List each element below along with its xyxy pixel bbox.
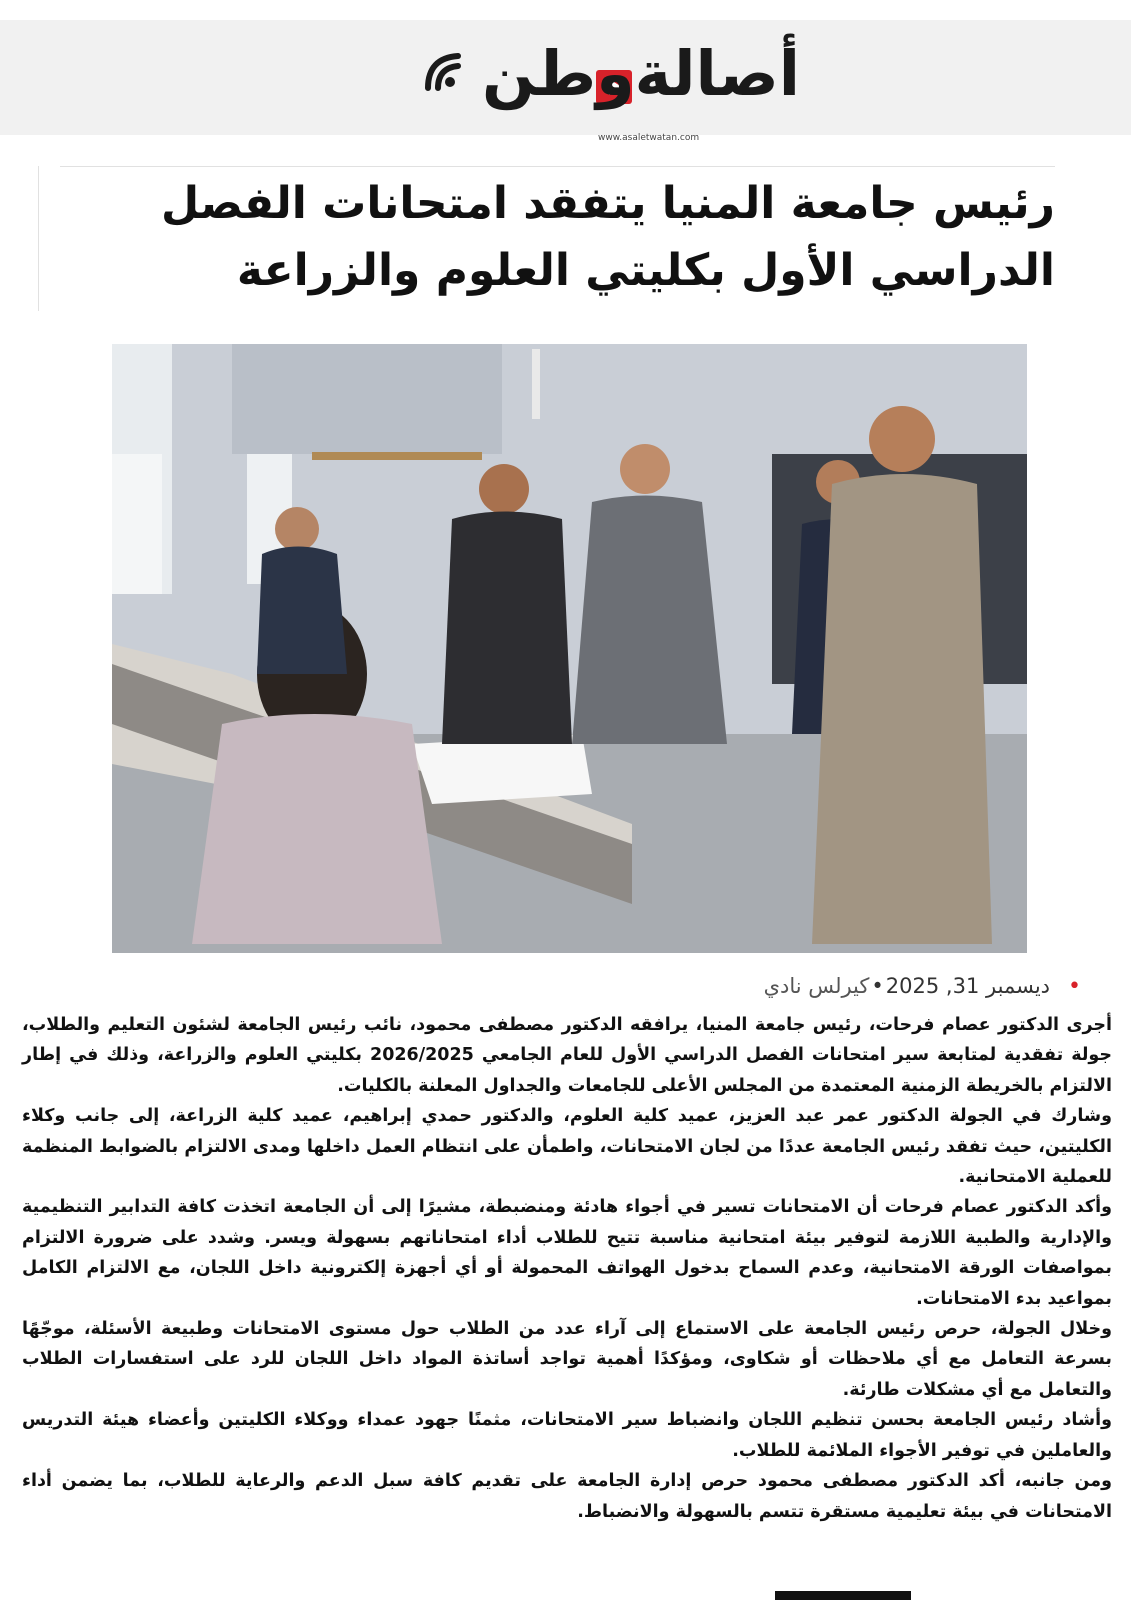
- headline-side-border: [38, 166, 39, 311]
- article-meta: [764, 972, 1081, 1000]
- article-date: ديسمبر 31, 2025: [885, 974, 1051, 998]
- logo-wordmark: أصالةوطن: [481, 37, 800, 110]
- article-paragraph: وأشاد رئيس الجامعة بحسن تنظيم اللجان وانضباط سير الامتحانات، مثمنًا جهود عمداء ووكلاء الكليتين وأعضاء هيئة التدريس والعاملين في توفير الأجواء الملائمة للطلاب.: [22, 1410, 1112, 1461]
- footer-bar: [775, 1591, 911, 1600]
- article-paragraph: وخلال الجولة، حرص رئيس الجامعة على الاستماع إلى آراء عدد من الطلاب حول مستوى الامتحانات وطبيعة الأسئلة، موجّهًا بسرعة التعامل مع أي ملاحظات أو شكاوى، ومؤكدًا أهمية تواجد أساتذة المواد داخل اللجان للرد على استفسارات الطلاب والتعامل مع أي مشكلات طارئة.: [22, 1319, 1112, 1400]
- article-paragraph: وأكد الدكتور عصام فرحات أن الامتحانات تسير في أجواء هادئة ومنضبطة، مشيرًا إلى أن الجامعة اتخذت كافة التدابير التنظيمية والإدارية والطبية اللازمة لتوفير بيئة امتحانية مناسبة تتيح للطلاب أداء امتحاناتهم بسهولة ويسر. وشدد على ضرورة الالتزام بمواصفات الورقة الامتحانية، وعدم السماح بدخول الهواتف المحمولة أو أي أجهزة إلكترونية داخل اللجان، مع الالتزام الكامل بمواعيد بدء الامتحانات.: [22, 1197, 1112, 1309]
- article-paragraph: أجرى الدكتور عصام فرحات، رئيس جامعة المنيا، يرافقه الدكتور مصطفى محمود، نائب رئيس الجامعة لشئون التعليم والطلاب، جولة تفقدية لمتابعة سير امتحانات الفصل الدراسي الأول للعام الجامعي 2026/2025 بكليتي العلوم والزراعة، وذلك في إطار الالتزام بالخريطة الزمنية المعتمدة من المجلس الأعلى للجامعات والجداول المعلنة بالكليات.: [22, 1015, 1113, 1096]
- article-title: رئيس جامعة المنيا يتفقد امتحانات الفصل الدراسي الأول بكليتي العلوم والزراعة: [160, 178, 1055, 296]
- article-author[interactable]: كيرلس نادي: [763, 974, 870, 998]
- article-paragraph: وشارك في الجولة الدكتور عمر عبد العزيز، عميد كلية العلوم، والدكتور حمدي إبراهيم، عميد كلية الزراعة، إلى جانب وكلاء الكليتين، حيث تفقد رئيس الجامعة عددًا من لجان الامتحانات، واطمأن على انتظام العمل داخلها ومدى الالتزام بالضوابط المنظمة للعملية الامتحانية.: [22, 1106, 1112, 1188]
- article-body: [22, 1010, 1112, 1527]
- masthead: [0, 20, 1131, 143]
- broadcast-waves-icon: [418, 44, 478, 104]
- logo-url: www.asaletwatan.com: [598, 133, 700, 143]
- site-logo[interactable]: [420, 37, 800, 143]
- meta-bullet: •: [1068, 973, 1081, 999]
- article-photo: [112, 344, 1027, 953]
- headline-divider: [60, 166, 1055, 167]
- article-paragraph: ومن جانبه، أكد الدكتور مصطفى محمود حرص إدارة الجامعة على تقديم كافة سبل الدعم والرعاية للطلاب، بما يضمن أداء الامتحانات في بيئة تعليمية مستقرة تتسم بالسهولة والانضباط.: [22, 1471, 1112, 1522]
- classroom-photo-illustration: [112, 344, 1027, 953]
- meta-separator: •: [871, 974, 884, 998]
